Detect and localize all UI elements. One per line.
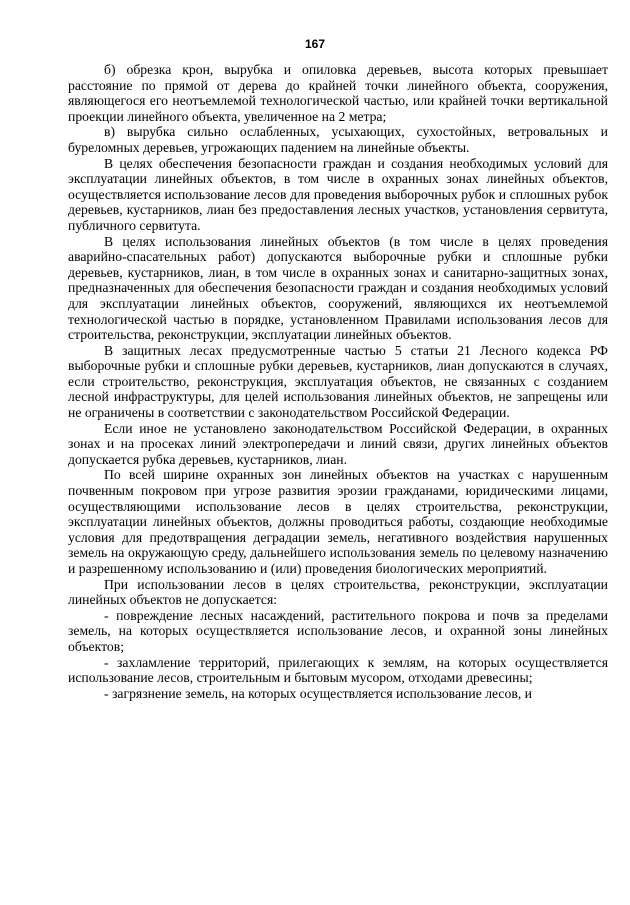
paragraph-safety-felling: В целях обеспечения безопасности граждан и создания необходимых условий для эксплуатации линейных объектов, в том числе в охранных зонах линейных объектов, осуществляется использование лесов для проведения выборочных рубок и сплошных рубок деревьев, кустарников, лиан без предоставления лесных участков, установления сервитута, публичного сервитута.: [68, 155, 608, 233]
paragraph-linear-objects-felling: В целях использования линейных объектов (в том числе в целях проведения аварийно-спасательных работ) допускаются выборочные рубки и сплошные рубки деревьев, кустарников, лиан, в том числе в охранных зонах и санитарно-защитных зонах, предназначенных для обеспечения безопасности граждан и создания необходимых условий для эксплуатации линейных объектов, сооружений, являющихся их неотъемлемой технологической частью в порядке, установленном Правилами использования лесов для строительства, реконструкции, эксплуатации линейных объектов.: [68, 233, 608, 343]
paragraph-item-v: в) вырубка сильно ослабленных, усыхающих, сухостойных, ветровальных и буреломных деревьев, угрожающих падением на линейные объекты.: [68, 124, 608, 155]
paragraph-item-b: б) обрезка крон, вырубка и опиловка деревьев, высота которых превышает расстояние по прямой от дерева до крайней точки линейного объекта, сооружения, являющегося его неотъемлемой технологической частью, или крайней точки вертикальной проекции линейного объекта, увеличенное на 2 метра;: [68, 62, 608, 124]
paragraph-protective-forests: В защитных лесах предусмотренные частью 5 статьи 21 Лесного кодекса РФ выборочные рубки и сплошные рубки деревьев, кустарников, лиан допускаются в случаях, если строительство, реконструкция, эксплуатация объектов, не связанных с созданием лесной инфраструктуры, для целей использования линейных объектов, не запрещены или не ограничены в соответствии с законодательством Российской Федерации.: [68, 342, 608, 421]
list-item-damage: - повреждение лесных насаждений, растительного покрова и почв за пределами земель, на которых осуществляется использование лесов, и охранной зоны линейных объектов;: [68, 607, 608, 654]
paragraph-prohibitions-intro: При использовании лесов в целях строительства, реконструкции, эксплуатации линейных объектов не допускается:: [68, 576, 608, 608]
paragraph-power-line-clearings: Если иное не установлено законодательством Российской Федерации, в охранных зонах и на просеках линий электропередачи и линий связи, других линейных объектов допускается рубка деревьев, кустарников, лиан.: [68, 420, 608, 467]
document-body: [68, 62, 608, 701]
list-item-littering: - захламление территорий, прилегающих к землям, на которых осуществляется использование лесов, строительным и бытовым мусором, отходами древесины;: [68, 654, 608, 686]
list-item-pollution: - загрязнение земель, на которых осуществляется использование лесов, и: [104, 685, 532, 701]
page-number: 167: [304, 37, 326, 51]
paragraph-erosion-works: По всей ширине охранных зон линейных объектов на участках с нарушенным почвенным покровом при угрозе развития эрозии гражданами, юридическими лицами, осуществляющими использование лесов в целях строительства, реконструкции, эксплуатации линейных объектов, должны проводиться работы, создающие необходимые условия для предотвращения деградации земель, негативного воздействия нарушенных земель на окружающую среду, дальнейшего использования земель по целевому назначению и разрешенному использованию и (или) проведения биологических мероприятий.: [68, 467, 608, 576]
